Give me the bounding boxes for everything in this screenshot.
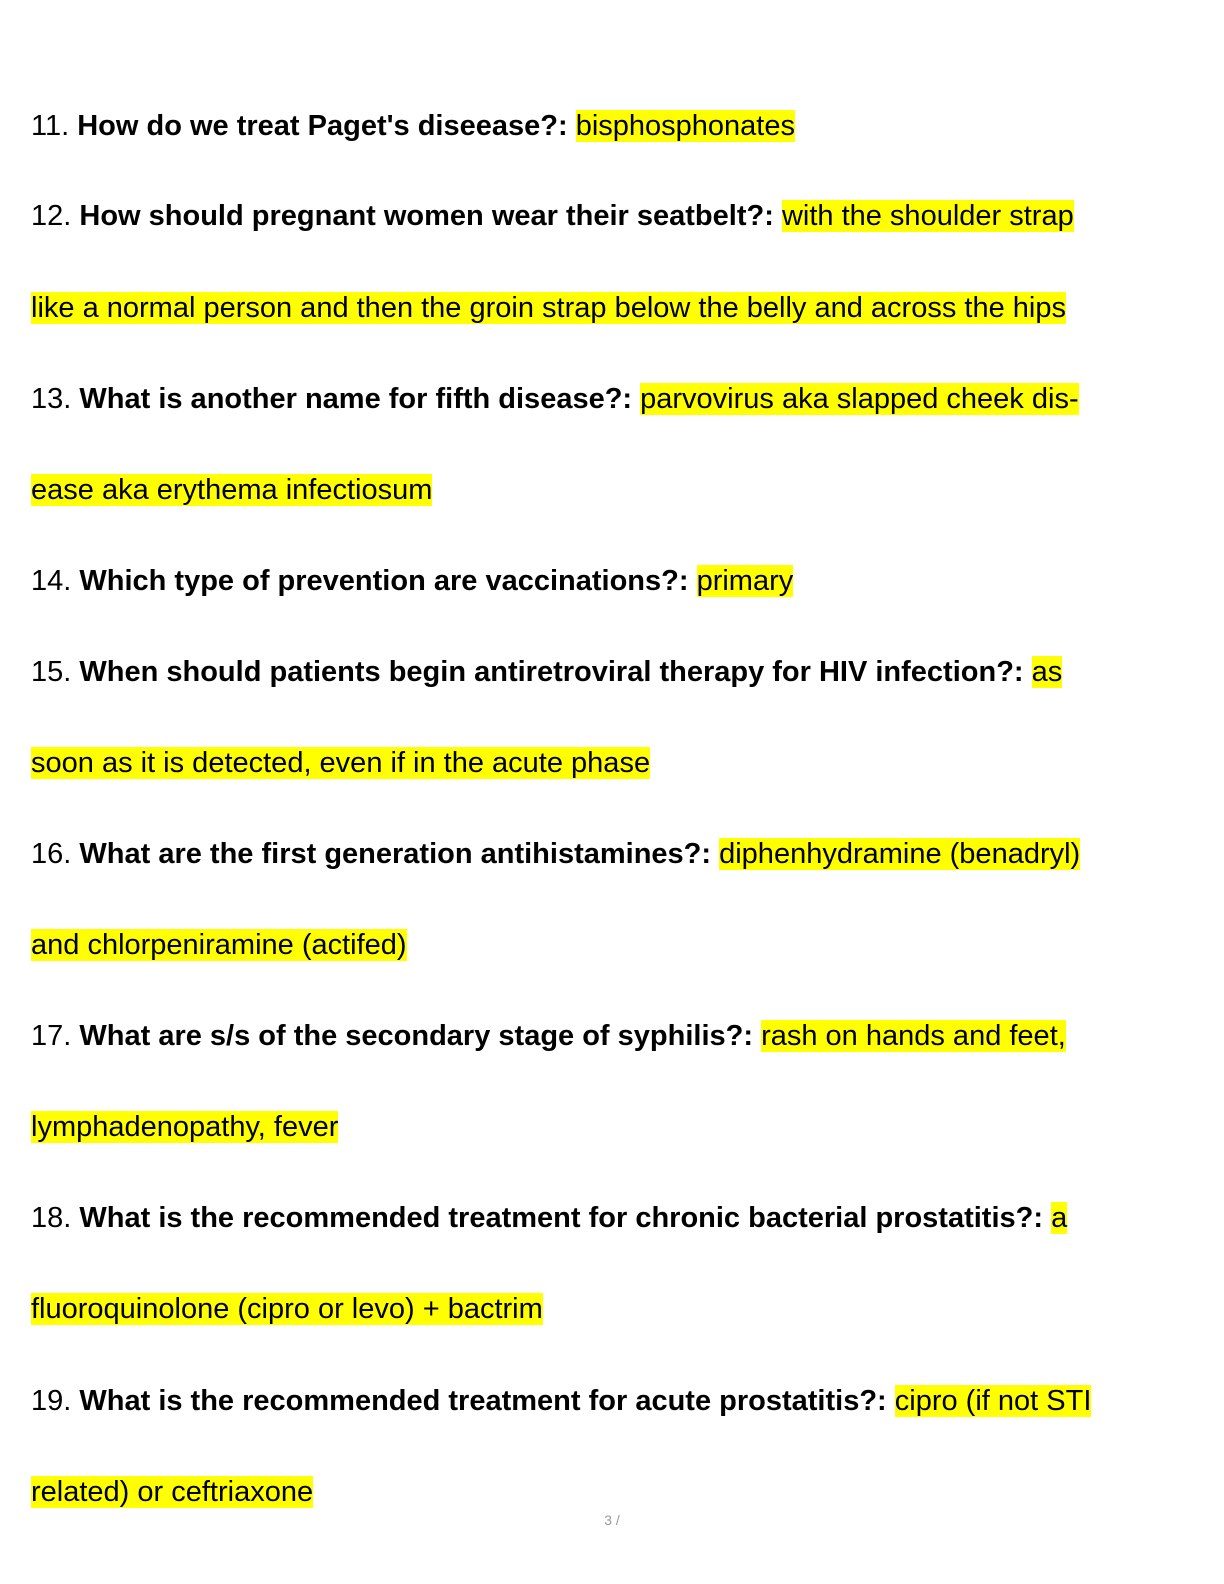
answer-highlight: with the shoulder strap <box>781 200 1074 232</box>
item-number: 17. <box>31 1020 72 1052</box>
qa-item-19-line-1 <box>31 1381 1091 1421</box>
answer-highlight-continued: like a normal person and then the groin strap below the belly and across the hips <box>31 292 1066 324</box>
item-number: 15. <box>31 656 72 688</box>
qa-item-15-line-1 <box>31 652 1062 692</box>
item-number: 13. <box>31 383 72 415</box>
answer-highlight: diphenhydramine (benadryl) <box>719 838 1081 870</box>
answer-highlight-continued: soon as it is detected, even if in the acute phase <box>31 747 651 779</box>
qa-item-19-line-2 <box>31 1472 313 1512</box>
qa-item-15-line-2 <box>31 743 650 783</box>
answer-highlight: rash on hands and feet, <box>761 1020 1066 1052</box>
answer-highlight: a <box>1051 1202 1068 1234</box>
item-number: 12. <box>31 200 72 232</box>
qa-item-14-line-1 <box>31 561 793 601</box>
answer-highlight: cipro (if not STI <box>894 1385 1092 1417</box>
qa-item-18-line-2 <box>31 1289 543 1329</box>
qa-item-17-line-2 <box>31 1107 338 1147</box>
answer-highlight-continued: fluoroquinolone (cipro or levo) + bactrim <box>31 1293 543 1325</box>
answer-highlight: as <box>1031 656 1063 688</box>
item-number: 19. <box>31 1385 72 1417</box>
qa-item-12-line-1 <box>31 196 1074 236</box>
question-text: What are the first generation antihistamines?: <box>79 838 712 870</box>
item-number: 11. <box>31 110 70 142</box>
qa-item-17-line-1 <box>31 1016 1066 1056</box>
qa-item-12-line-2 <box>31 288 1066 328</box>
item-number: 18. <box>31 1202 72 1234</box>
answer-highlight-continued: lymphadenopathy, fever <box>31 1111 339 1143</box>
question-text: What are s/s of the secondary stage of syphilis?: <box>79 1020 754 1052</box>
question-text: When should patients begin antiretroviral therapy for HIV infection?: <box>79 656 1024 688</box>
answer-highlight-continued: ease aka erythema infectiosum <box>31 474 433 506</box>
answer-highlight: parvovirus aka slapped cheek dis- <box>640 383 1079 415</box>
item-number: 14. <box>31 565 72 597</box>
question-text: What is another name for fifth disease?: <box>79 383 633 415</box>
qa-item-11-line-1 <box>31 106 795 146</box>
answer-highlight-continued: and chlorpeniramine (actifed) <box>31 929 407 961</box>
question-text: What is the recommended treatment for chronic bacterial prostatitis?: <box>79 1202 1044 1234</box>
item-number: 16. <box>31 838 72 870</box>
qa-item-18-line-1 <box>31 1198 1067 1238</box>
page-number: 3 / <box>604 1512 620 1528</box>
qa-item-13-line-1 <box>31 379 1079 419</box>
answer-highlight: primary <box>696 565 794 597</box>
question-text: How do we treat Paget's diseease?: <box>77 110 568 142</box>
question-text: Which type of prevention are vaccinations?: <box>79 565 689 597</box>
question-text: How should pregnant women wear their seatbelt?: <box>79 200 774 232</box>
qa-item-13-line-2 <box>31 470 432 510</box>
qa-item-16-line-1 <box>31 834 1080 874</box>
answer-highlight: bisphosphonates <box>575 110 795 142</box>
qa-item-16-line-2 <box>31 925 407 965</box>
answer-highlight-continued: related) or ceftriaxone <box>31 1476 314 1508</box>
question-text: What is the recommended treatment for acute prostatitis?: <box>79 1385 887 1417</box>
